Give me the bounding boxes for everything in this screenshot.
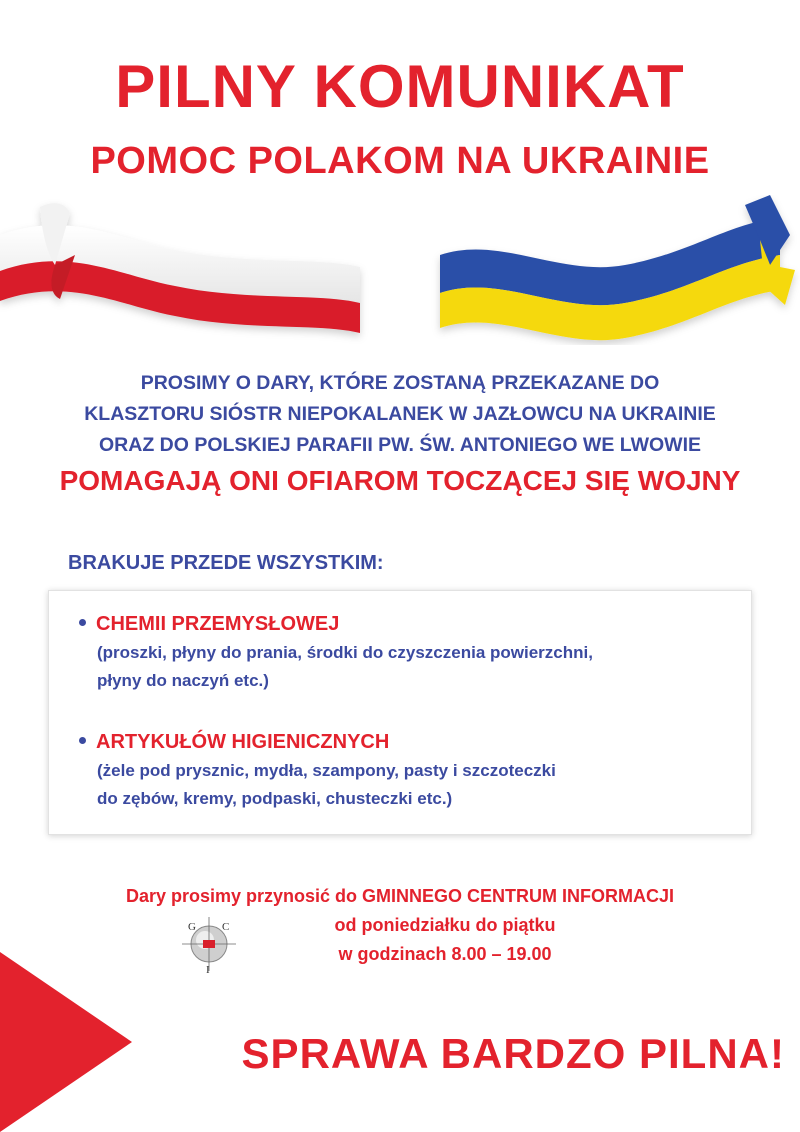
logo-letter: I [206, 964, 210, 975]
item-heading: ARTYKUŁÓW HIGIENICZNYCH [96, 731, 390, 753]
list-item [79, 613, 593, 695]
item-description: płyny do naczyń etc.) [97, 671, 269, 690]
item-heading: CHEMII PRZEMYSŁOWEJ [96, 613, 340, 635]
item-description: (proszki, płyny do prania, środki do czyszczenia powierzchni, [97, 643, 593, 662]
item-description: do zębów, kremy, podpaski, chusteczki etc.) [97, 789, 453, 808]
intro-line: KLASZTORU SIÓSTR NIEPOKALANEK W JAZŁOWCU NA UKRAINIE [84, 403, 716, 425]
urgent-footer: SPRAWA BARDZO PILNA! [241, 1030, 785, 1077]
ukrainian-flag-ribbon-icon [440, 195, 795, 340]
flag-ribbons-icon [0, 195, 800, 345]
needs-heading: BRAKUJE PRZEDE WSZYSTKIM: [68, 552, 384, 574]
intro-line: ORAZ DO POLSKIEJ PARAFII PW. ŚW. ANTONIEGO WE LWOWIE [99, 434, 701, 456]
logo-letter: G [188, 921, 196, 933]
red-triangle-decoration [0, 952, 140, 1132]
info-line: Dary prosimy przynosić do GMINNEGO CENTRUM INFORMACJI [125, 886, 675, 906]
info-line: w godzinach 8.00 – 19.00 [338, 944, 552, 964]
bullet-icon [79, 619, 86, 626]
bullet-icon [79, 737, 86, 744]
info-line: od poniedziałku do piątku [334, 915, 556, 935]
polish-flag-ribbon-icon [0, 203, 360, 333]
highlight-text: POMAGAJĄ ONI OFIAROM TOCZĄCEJ SIĘ WOJNY [59, 465, 741, 496]
page-title: PILNY KOMUNIKAT [115, 53, 685, 120]
intro-text [0, 368, 800, 461]
logo-letter: C [222, 921, 230, 933]
page-subtitle: POMOC POLAKOM NA UKRAINIE [90, 140, 710, 182]
list-item [79, 731, 556, 813]
needs-box [48, 590, 752, 835]
gci-logo-icon [178, 913, 240, 975]
intro-line: PROSIMY O DARY, KTÓRE ZOSTANĄ PRZEKAZANE DO [140, 372, 660, 394]
item-description: (żele pod prysznic, mydła, szampony, pasty i szczoteczki [97, 761, 556, 780]
